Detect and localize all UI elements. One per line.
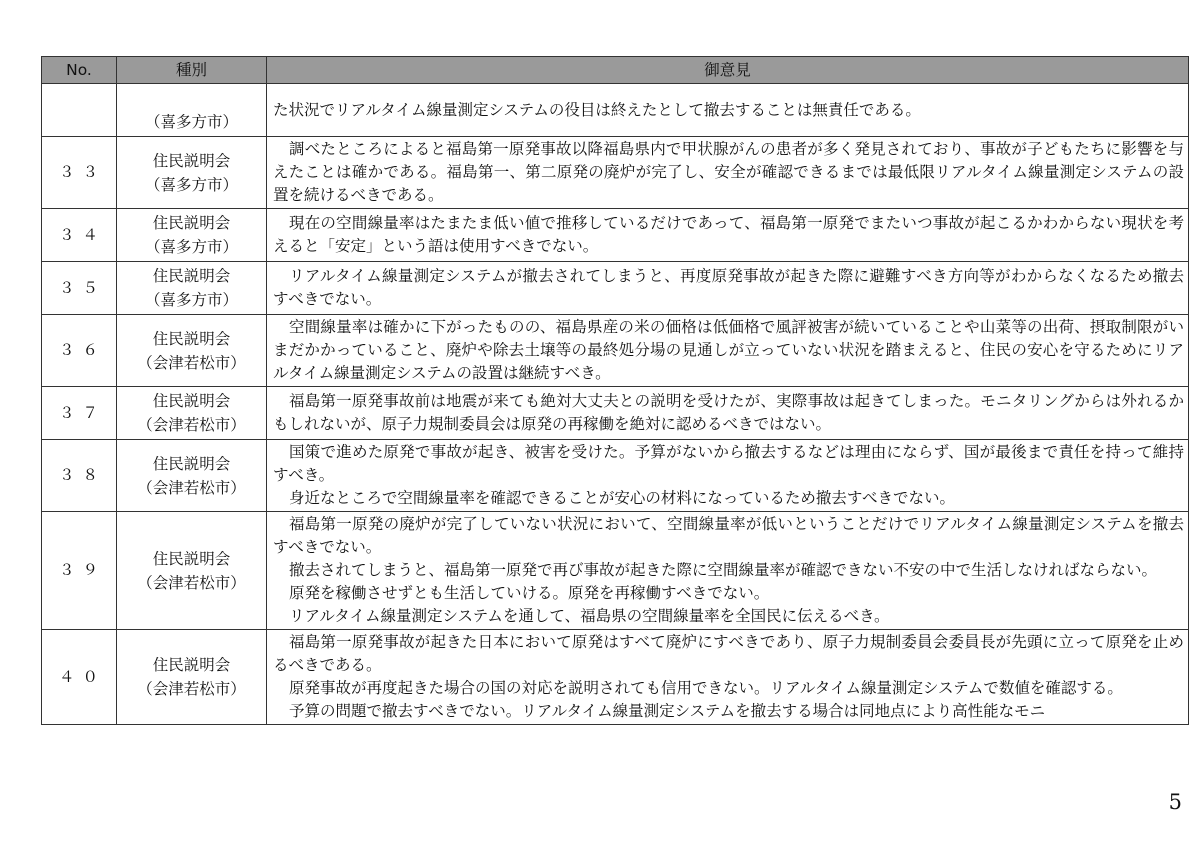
comment-type-line: （喜多方市） <box>144 175 238 194</box>
comment-type-line: （会津若松市） <box>137 573 246 592</box>
comment-number: ３４ <box>42 209 117 262</box>
comment-number: ３３ <box>42 137 117 209</box>
comment-type <box>117 262 267 315</box>
comment-opinion <box>267 315 1189 387</box>
table-row <box>42 209 1189 262</box>
comment-type <box>117 440 267 512</box>
comment-opinion <box>267 262 1189 315</box>
comment-rows <box>42 84 1189 725</box>
page-number: 5 <box>1168 790 1182 814</box>
opinion-paragraph: 福島第一原発の廃炉が完了していない状況において、空間線量率が低いということだけでリアルタイム線量測定システムを撤去すべきでない。 <box>273 515 1184 556</box>
comment-type <box>117 209 267 262</box>
comment-type-line: 住民説明会 <box>152 214 231 232</box>
comment-opinion <box>267 387 1189 440</box>
opinion-paragraph: 空間線量率は確かに下がったものの、福島県産の米の価格は低価格で風評被害が続いていることや山菜等の出荷、摂取制限がいまだかかっていること、廃炉や除去土壌等の最終処分場の見通しが立っていない状況を踏まえると、住民の安心を守るためにリアルタイム線量測定システムの設置は継続すべき。 <box>273 318 1184 382</box>
opinion-paragraph: 原発を稼働させずとも生活していける。原発を再稼働すべきでない。 <box>289 584 770 602</box>
comment-type-line: （喜多方市） <box>144 291 238 309</box>
comment-type-line: 住民説明会 <box>152 656 231 674</box>
comment-opinion <box>267 137 1189 209</box>
table-row <box>42 512 1189 630</box>
opinion-paragraph: 福島第一原発事故前は地震が来ても絶対大丈夫との説明を受けたが、実際事故は起きてしまった。モニタリングからは外れるかもしれないが、原子力規制委員会は原発の再稼働を絶対に認めるべきではない。 <box>273 392 1184 433</box>
comment-opinion <box>267 84 1189 137</box>
opinion-paragraph: 福島第一原発事故が起きた日本において原発はすべて廃炉にすべきであり、原子力規制委員会委員長が先頭に立って原発を止めるべきである。 <box>273 633 1184 674</box>
comment-type-line: （会津若松市） <box>137 680 246 698</box>
opinion-paragraph: 原発事故が再度起きた場合の国の対応を説明されても信用できない。リアルタイム線量測定システムで数値を確認する。 <box>289 679 1123 697</box>
comment-type-line: （喜多方市） <box>144 238 238 256</box>
comment-type <box>117 512 267 630</box>
comment-type-line: 住民説明会 <box>152 392 231 410</box>
header-opinion: 御意見 <box>267 57 1189 84</box>
opinion-paragraph: リアルタイム線量測定システムを通して、福島県の空間線量率を全国民に伝えるべき。 <box>289 607 890 625</box>
opinion-paragraph: 国策で進めた原発で事故が起き、被害を受けた。予算がないから撤去するなどは理由にならず、国が最後まで責任を持って維持すべき。 <box>273 443 1184 484</box>
comment-type-line: 住民説明会 <box>152 454 231 473</box>
comments-table <box>41 56 1189 725</box>
table-row <box>42 137 1189 209</box>
opinion-paragraph: た状況でリアルタイム線量測定システムの役目は終えたとして撤去することは無責任である。 <box>273 100 921 119</box>
table-row <box>42 387 1189 440</box>
table-row <box>42 262 1189 315</box>
comment-opinion <box>267 512 1189 630</box>
table-row <box>42 630 1189 725</box>
comment-type-line: 住民説明会 <box>152 151 231 170</box>
header-no: No. <box>42 57 117 84</box>
comment-opinion <box>267 630 1189 725</box>
comment-number: ３８ <box>42 440 117 512</box>
opinion-paragraph: 調べたところによると福島第一原発事故以降福島県内で甲状腺がんの患者が多く発見されており、事故が子どもたちに影響を与えたことは確かである。福島第一、第二原発の廃炉が完了し、安全が確認できるまでは最低限リアルタイム線量測定システムの設置を続けるべきである。 <box>273 140 1184 204</box>
comment-type-line: （喜多方市） <box>144 113 238 131</box>
comment-type <box>117 630 267 725</box>
comment-opinion <box>267 209 1189 262</box>
comment-number <box>42 84 117 137</box>
table-row <box>42 84 1189 137</box>
opinion-paragraph: リアルタイム線量測定システムが撤去されてしまうと、再度原発事故が起きた際に避難すべき方向等がわからなくなるため撤去すべきでない。 <box>273 267 1184 308</box>
comment-type <box>117 387 267 440</box>
comment-number: ３６ <box>42 315 117 387</box>
header-type: 種別 <box>117 57 267 84</box>
opinion-paragraph: 撤去されてしまうと、福島第一原発で再び事故が起きた際に空間線量率が確認できない不安の中で生活しなければならない。 <box>289 561 1158 579</box>
comment-type <box>117 137 267 209</box>
header-row <box>42 57 1189 84</box>
comment-type-line: （会津若松市） <box>137 353 246 372</box>
comment-opinion <box>267 440 1189 512</box>
comment-type <box>117 315 267 387</box>
comment-number: ４０ <box>42 630 117 725</box>
comment-type-line: （会津若松市） <box>137 416 246 434</box>
opinion-paragraph: 予算の問題で撤去すべきでない。リアルタイム線量測定システムを撤去する場合は同地点により高性能なモニ <box>289 702 1046 720</box>
comment-type-line <box>117 86 266 110</box>
comment-number: ３７ <box>42 387 117 440</box>
comment-type-line: （会津若松市） <box>137 478 246 497</box>
comment-number: ３５ <box>42 262 117 315</box>
comment-type <box>117 84 267 137</box>
comment-number: ３９ <box>42 512 117 630</box>
opinion-paragraph: 現在の空間線量率はたまたま低い値で推移しているだけであって、福島第一原発でまたいつ事故が起こるかわからない現状を考えると「安定」という語は使用すべきでない。 <box>273 214 1184 255</box>
table-row <box>42 315 1189 387</box>
comment-type-line: 住民説明会 <box>152 267 231 285</box>
comment-type-line: 住民説明会 <box>152 549 231 568</box>
opinion-paragraph: 身近なところで空間線量率を確認できることが安心の材料になっているため撤去すべきでない。 <box>289 489 956 507</box>
comment-type-line: 住民説明会 <box>152 329 231 348</box>
table-row <box>42 440 1189 512</box>
